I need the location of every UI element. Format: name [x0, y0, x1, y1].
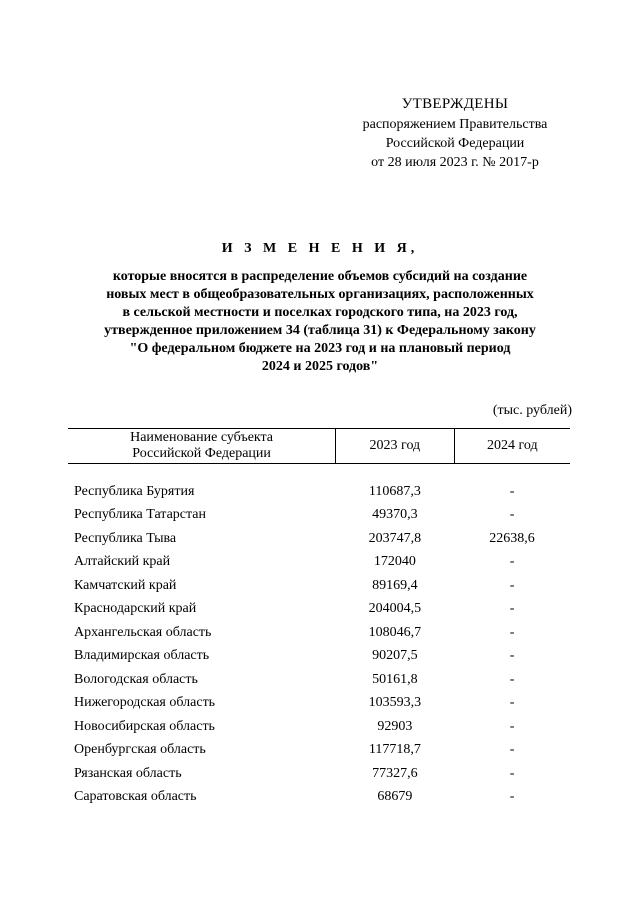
value-2024-cell: - [509, 624, 515, 640]
value-2023-cell: 68679 [377, 789, 413, 805]
table-row [68, 574, 570, 598]
approval-title: УТВЕРЖДЕНЫ [401, 96, 509, 112]
approval-date: от 28 июля 2023 г. № 2017-р [371, 155, 539, 170]
approval-line: распоряжением Правительства [362, 117, 548, 132]
value-2023-cell: 49370,3 [372, 507, 418, 523]
approval-line: Российской Федерации [385, 136, 525, 151]
region-name-cell: Алтайский край [74, 554, 171, 570]
value-2023-cell: 203747,8 [368, 530, 422, 546]
subsidy-table [68, 428, 570, 809]
region-name-cell: Саратовская область [74, 789, 197, 805]
region-name-cell: Республика Татарстан [74, 507, 207, 523]
table-row [68, 762, 570, 786]
value-2023-cell: 77327,6 [372, 765, 418, 781]
value-2024-cell: - [509, 789, 515, 805]
table-spacer [68, 464, 570, 481]
table-row [68, 480, 570, 504]
column-header-region: Наименование субъекта Российской Федерации [68, 429, 336, 464]
table-row [68, 645, 570, 669]
value-2023-cell: 204004,5 [368, 601, 422, 617]
value-2024-cell: - [509, 601, 515, 617]
document-title: И З М Е Н Е Н И Я, [221, 241, 419, 256]
region-name-cell: Владимирская область [74, 648, 210, 664]
table-row [68, 621, 570, 645]
table-row [68, 598, 570, 622]
column-header-2023: 2023 год [336, 429, 454, 464]
value-2023-cell: 103593,3 [368, 695, 422, 711]
value-2023-cell: 117718,7 [368, 742, 421, 758]
region-name-cell: Нижегородская область [74, 695, 216, 711]
value-2024-cell: - [509, 695, 515, 711]
value-2024-cell: - [509, 648, 515, 664]
document-subtitle: которые вносятся в распределение объемов субсидий на создание новых мест в общеобразовательных организациях, расположенных в сельской местности и поселках городского типа, на 2023 год, утвержденное приложением 34 (таблица 31) к Федеральному закону "О федеральном бюджете на 2023 год и на плановый период 2024 и 2025 годов" [104, 269, 536, 374]
value-2023-cell: 90207,5 [372, 648, 418, 664]
value-2024-cell: - [509, 554, 515, 570]
table-row [68, 504, 570, 528]
region-name-cell: Оренбургская область [74, 742, 206, 758]
value-2024-cell: - [509, 507, 515, 523]
region-name-cell: Республика Тыва [74, 530, 177, 546]
table-row [68, 551, 570, 575]
table-row [68, 527, 570, 551]
value-2024-cell: 22638,6 [489, 530, 535, 546]
region-name-cell: Вологодская область [74, 671, 198, 687]
value-2023-cell: 110687,3 [368, 483, 421, 499]
value-2023-cell: 50161,8 [372, 671, 418, 687]
table-row [68, 692, 570, 716]
table-row [68, 739, 570, 763]
value-2024-cell: - [509, 718, 515, 734]
value-2024-cell: - [509, 483, 515, 499]
region-name-cell: Архангельская область [74, 624, 212, 640]
table-row [68, 668, 570, 692]
region-name-cell: Камчатский край [74, 577, 177, 593]
table-row [68, 715, 570, 739]
document-heading [60, 240, 580, 376]
value-2024-cell: - [509, 671, 515, 687]
value-2024-cell: - [509, 742, 515, 758]
value-2023-cell: 89169,4 [372, 577, 418, 593]
table-row [68, 786, 570, 810]
units-label: (тыс. рублей) [492, 403, 572, 418]
approval-block [330, 95, 580, 172]
table-body [68, 464, 570, 810]
value-2023-cell: 108046,7 [368, 624, 422, 640]
column-header-2024: 2024 год [454, 429, 570, 464]
region-name-cell: Республика Бурятия [74, 483, 195, 499]
value-2023-cell: 172040 [373, 554, 416, 570]
value-2024-cell: - [509, 577, 515, 593]
region-name-cell: Рязанская область [74, 765, 182, 781]
table-header-row [68, 429, 570, 464]
value-2024-cell: - [509, 765, 515, 781]
value-2023-cell: 92903 [377, 718, 413, 734]
region-name-cell: Новосибирская область [74, 718, 215, 734]
region-name-cell: Краснодарский край [74, 601, 197, 617]
